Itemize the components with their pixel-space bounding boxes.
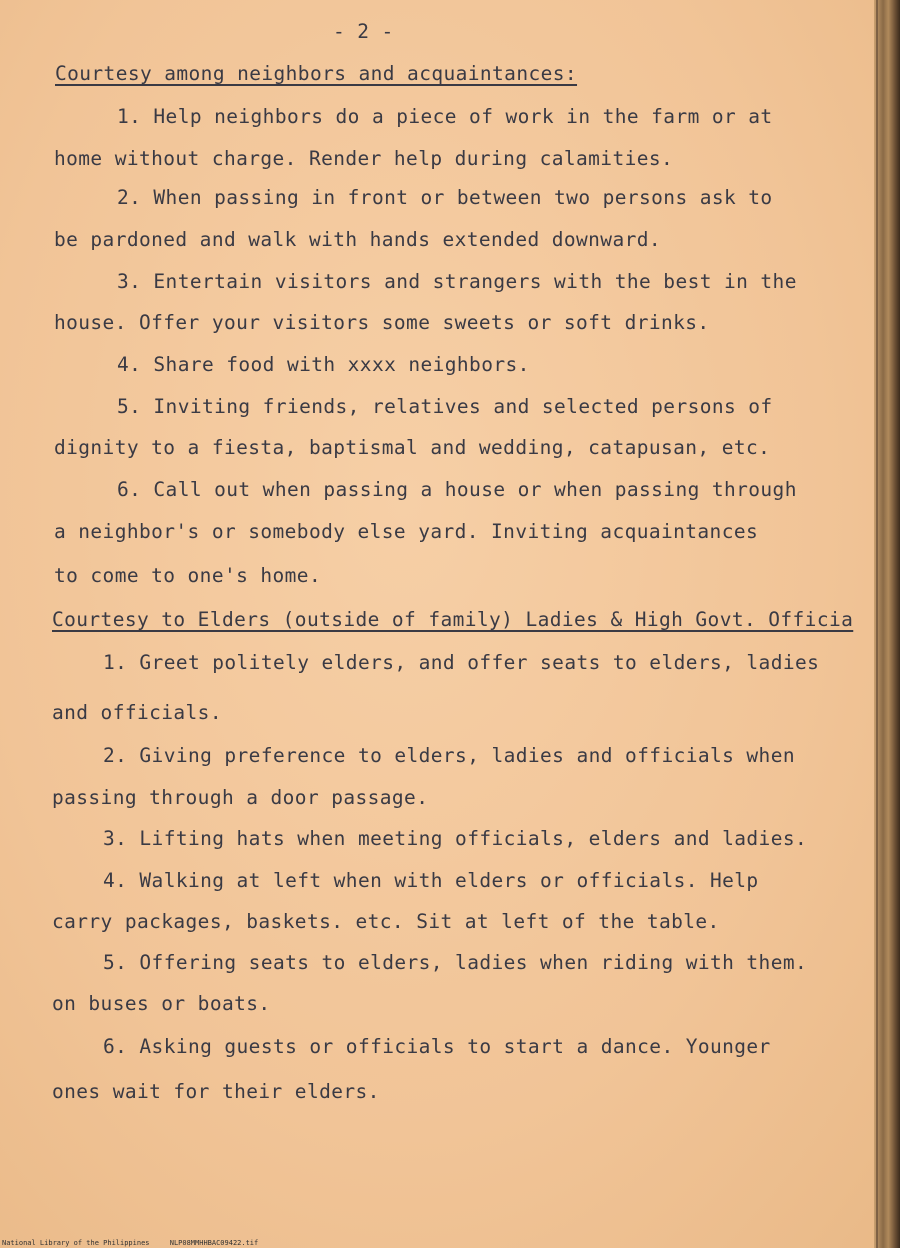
footer-file-name: NLP08MMHHBAC09422.tif [169, 1239, 259, 1247]
list-item-continuation: and officials. [52, 701, 222, 724]
list-item-continuation: passing through a door passage. [52, 786, 429, 809]
list-item: 3. Entertain visitors and strangers with the best in the [117, 270, 797, 293]
list-item: 2. Giving preference to elders, ladies and officials when [103, 744, 795, 767]
list-item-continuation: house. Offer your visitors some sweets or soft drinks. [54, 311, 710, 334]
scan-footer [2, 1239, 274, 1247]
list-item: 2. When passing in front or between two persons ask to [117, 186, 773, 209]
list-item-continuation: ones wait for their elders. [52, 1080, 380, 1103]
list-item-continuation: be pardoned and walk with hands extended downward. [54, 228, 661, 251]
list-item: 4. Share food with xxxx neighbors. [117, 353, 530, 376]
section-heading-elders: Courtesy to Elders (outside of family) Ladies & High Govt. Officia [52, 608, 854, 631]
list-item-continuation: home without charge. Render help during calamities. [54, 147, 674, 170]
list-item-continuation: to come to one's home. [54, 564, 322, 587]
list-item: 3. Lifting hats when meeting officials, elders and ladies. [103, 827, 808, 850]
page-number: - 2 - [333, 20, 394, 43]
list-item: 5. Offering seats to elders, ladies when riding with them. [103, 951, 808, 974]
binding-crease [876, 0, 878, 1248]
list-item-continuation: a neighbor's or somebody else yard. Inviting acquaintances [54, 520, 759, 543]
section-heading-neighbors: Courtesy among neighbors and acquaintances: [55, 62, 578, 85]
list-item-continuation: dignity to a fiesta, baptismal and wedding, catapusan, etc. [54, 436, 771, 459]
list-item: 5. Inviting friends, relatives and selected persons of [117, 395, 773, 418]
list-item: 6. Call out when passing a house or when passing through [117, 478, 797, 501]
list-item: 6. Asking guests or officials to start a dance. Younger [103, 1035, 771, 1058]
list-item: 1. Help neighbors do a piece of work in the farm or at [117, 105, 773, 128]
list-item-continuation: carry packages, baskets. etc. Sit at left of the table. [52, 910, 720, 933]
list-item-continuation: on buses or boats. [52, 992, 271, 1015]
list-item: 4. Walking at left when with elders or officials. Help [103, 869, 759, 892]
footer-institution: National Library of the Philippines [2, 1239, 150, 1247]
list-item: 1. Greet politely elders, and offer seats to elders, ladies [103, 651, 820, 674]
